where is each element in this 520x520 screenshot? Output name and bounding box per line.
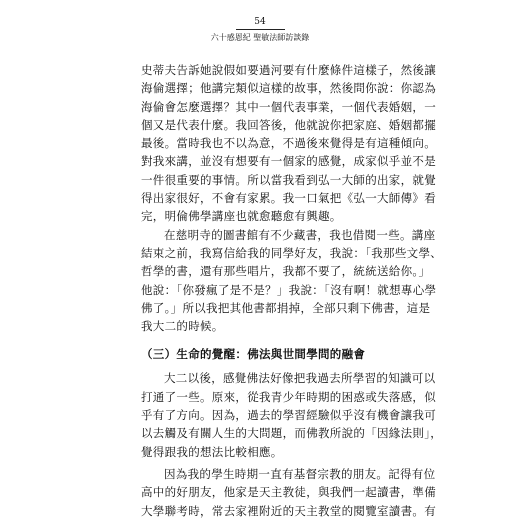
text-line: 完，明倫佛學講座也就愈聽愈有興趣。 [141, 209, 342, 224]
text-line: 得出家很好，不會有家累。我一口氣把《弘一大師傳》看 [141, 191, 436, 206]
text-line: 最後。當時我也不以為意，不過後來覺得是有這種傾向。 [141, 136, 436, 151]
text-line: 對我來講，並沒有想要有一個家的感覺，成家似乎並不是 [141, 154, 436, 169]
text-line: 乎有了方向。因為，過去的學習經驗似乎沒有機會讓我可 [141, 408, 436, 423]
header-rule [236, 29, 285, 30]
text-line: 史蒂夫告訴她說假如要過河要有什麼條件這樣子，然後讓 [141, 63, 436, 77]
text-line: 他說：「你發瘋了是不是？」我說：「沒有啊！就想專心學 [141, 282, 437, 297]
text-line: 以去觸及有關人生的大問題，而佛教所說的「因緣法則」， [141, 426, 443, 441]
text-line: 大二以後，感覺佛法好像把我過去所學習的知識可以 [164, 371, 436, 386]
text-line: 在慈明寺的圖書館有不少藏書，我也借閱一些。講座 [164, 227, 436, 242]
text-line: 結束之前，我寫信給我的同學好友，我說：「我那些文學、 [141, 245, 443, 260]
section-heading: （三）生命的覺醒：佛法與世間學問的融會 [141, 347, 366, 362]
text-line: 高中的好朋友，他家是天主教徒，與我們一起讀書，準備 [141, 485, 436, 500]
text-line: 哲學的書，還有那些唱片，我都不要了，統統送給你。」 [141, 264, 431, 279]
text-line: 海倫選擇；他講完類似這樣的故事，然後問你說：你認為 [141, 81, 436, 96]
text-line: 個又是代表什麼。我回答後，他就說你把家庭、婚姻都擺 [141, 117, 436, 132]
text-line: 覺得跟我的想法比較相應。 [141, 444, 283, 459]
text-line: 一件很重要的事情。所以當我看到弘一大師的出家，就覺 [141, 172, 436, 187]
text-line: 大學聯考時，常去家裡附近的天主教堂的閱覽室讀書。有 [141, 503, 436, 518]
body-text [141, 61, 443, 520]
text-line: 因為我的學生時期一直有基督宗教的朋友。記得有位 [164, 466, 436, 481]
running-title: 六十感恩紀 聖敏法師訪談錄 [210, 33, 310, 42]
text-line: 海倫會怎麼選擇？其中一個代表事業，一個代表婚姻，一 [141, 99, 436, 114]
page-number: 54 [254, 17, 266, 27]
text-line: 打通了一些。原來，從我青少年時期的困惑或失落感，似 [141, 389, 436, 404]
text-line: 佛了。」所以我把其他書都捐掉，全部只剩下佛書，這是 [141, 300, 431, 315]
text-line: 我大二的時候。 [141, 319, 224, 334]
